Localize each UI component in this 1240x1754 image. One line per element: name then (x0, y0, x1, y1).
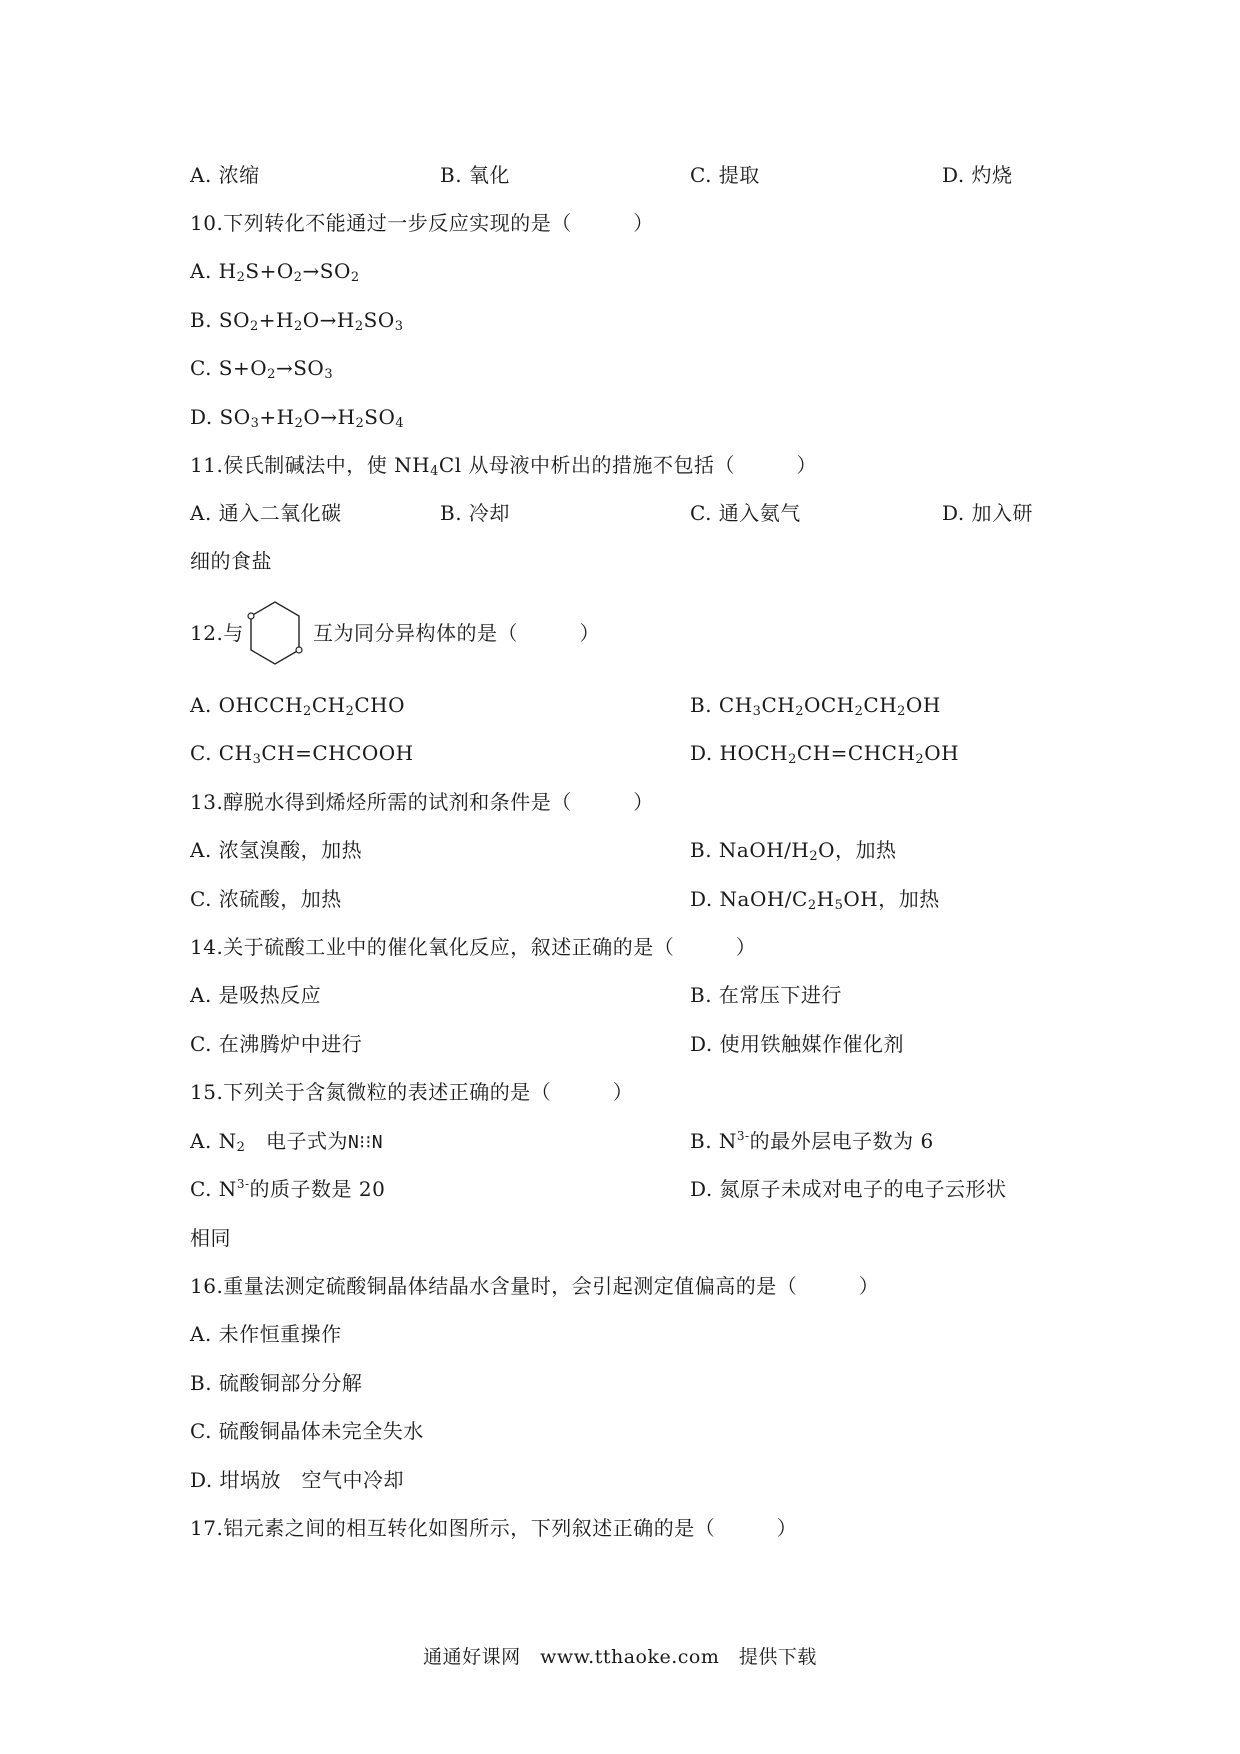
q12-option-d: D. $HOCH_2CH=CHCH_2OH$ (690, 741, 960, 767)
q13-option-a: A. 浓氢溴酸，加热 (190, 838, 363, 862)
page-footer: 通通好课网 www.tthaoke.com 提供下载 (423, 1646, 817, 1668)
q15-option-c: C. $N^{3-}$的质子数是 20 (190, 1177, 386, 1201)
q9-option-c: C. 提取 (690, 163, 760, 187)
q15-option-a: A. $N_2$ 电子式为N⁝⁝N (190, 1129, 384, 1155)
q16-option-d: D. 坩埚放 空气中冷却 (190, 1468, 405, 1492)
q11-option-d: D. 加入研 (942, 501, 1034, 525)
nitrogen-electron-formula: N⁝⁝N (347, 1132, 384, 1153)
q14-option-a: A. 是吸热反应 (190, 983, 322, 1007)
q11-option-a: A. 通入二氧化碳 (190, 501, 342, 525)
q13-option-b: B. NaOH/$H_2O$，加热 (690, 838, 897, 864)
q16-stem: 16.重量法测定硫酸铜晶体结晶水含量时，会引起测定值偏高的是（ ） (190, 1274, 880, 1298)
q10-option-b: B. $SO_2+H_2O\to H_2SO_3$ (190, 308, 404, 334)
q11-option-c: C. 通入氨气 (690, 501, 801, 525)
q15-option-d-wrap: 相同 (190, 1226, 231, 1250)
q10-option-c: C. $S+O_2\to SO_3$ (190, 356, 334, 382)
q10-option-d: D. $SO_3+H_2O\to H_2SO_4$ (190, 405, 405, 431)
q13-option-d: D. NaOH/$C_2H_5OH$，加热 (690, 887, 940, 913)
q9-option-d: D. 灼烧 (942, 163, 1013, 187)
q11-option-d-wrap: 细的食盐 (190, 549, 272, 573)
q9-option-a: A. 浓缩 (190, 163, 260, 187)
dioxane-ring-structure (243, 598, 307, 668)
q12-stem-prefix: 12.与 (190, 621, 244, 645)
q16-option-c: C. 硫酸铜晶体未完全失水 (190, 1419, 424, 1443)
q15-option-d: D. 氮原子未成对电子的电子云形状 (690, 1177, 1007, 1201)
q15-option-b: B. $N^{3-}$的最外层电子数为 6 (690, 1129, 934, 1153)
q15-stem: 15.下列关于含氮微粒的表述正确的是（ ） (190, 1080, 634, 1104)
q12-option-a: A. $OHCCH_2CH_2CHO$ (190, 693, 405, 719)
q10-stem: 10.下列转化不能通过一步反应实现的是（ ） (190, 211, 654, 235)
q14-option-c: C. 在沸腾炉中进行 (190, 1032, 363, 1056)
q12-option-c: C. $CH_3CH=CHCOOH$ (190, 741, 414, 767)
q16-option-a: A. 未作恒重操作 (190, 1322, 342, 1346)
q14-stem: 14.关于硫酸工业中的催化氧化反应，叙述正确的是（ ） (190, 935, 757, 959)
q13-stem: 13.醇脱水得到烯烃所需的试剂和条件是（ ） (190, 790, 654, 814)
q14-option-b: B. 在常压下进行 (690, 983, 842, 1007)
q11-option-b: B. 冷却 (440, 501, 510, 525)
q12-option-b: B. $CH_3CH_2OCH_2CH_2OH$ (690, 693, 941, 719)
q10-option-a: A. $H_2S+O_2\to SO_2$ (190, 259, 360, 285)
q17-stem: 17.铝元素之间的相互转化如图所示，下列叙述正确的是（ ） (190, 1516, 798, 1540)
q16-option-b: B. 硫酸铜部分分解 (190, 1371, 363, 1395)
q12-stem-suffix: 互为同分异构体的是（ ） (313, 621, 600, 645)
q11-stem: 11.侯氏制碱法中，使 $NH_4Cl$ 从母液中析出的措施不包括（ ） (190, 453, 817, 479)
q9-option-b: B. 氧化 (440, 163, 510, 187)
q14-option-d: D. 使用铁触媒作催化剂 (690, 1032, 905, 1056)
q13-option-c: C. 浓硫酸，加热 (190, 887, 342, 911)
